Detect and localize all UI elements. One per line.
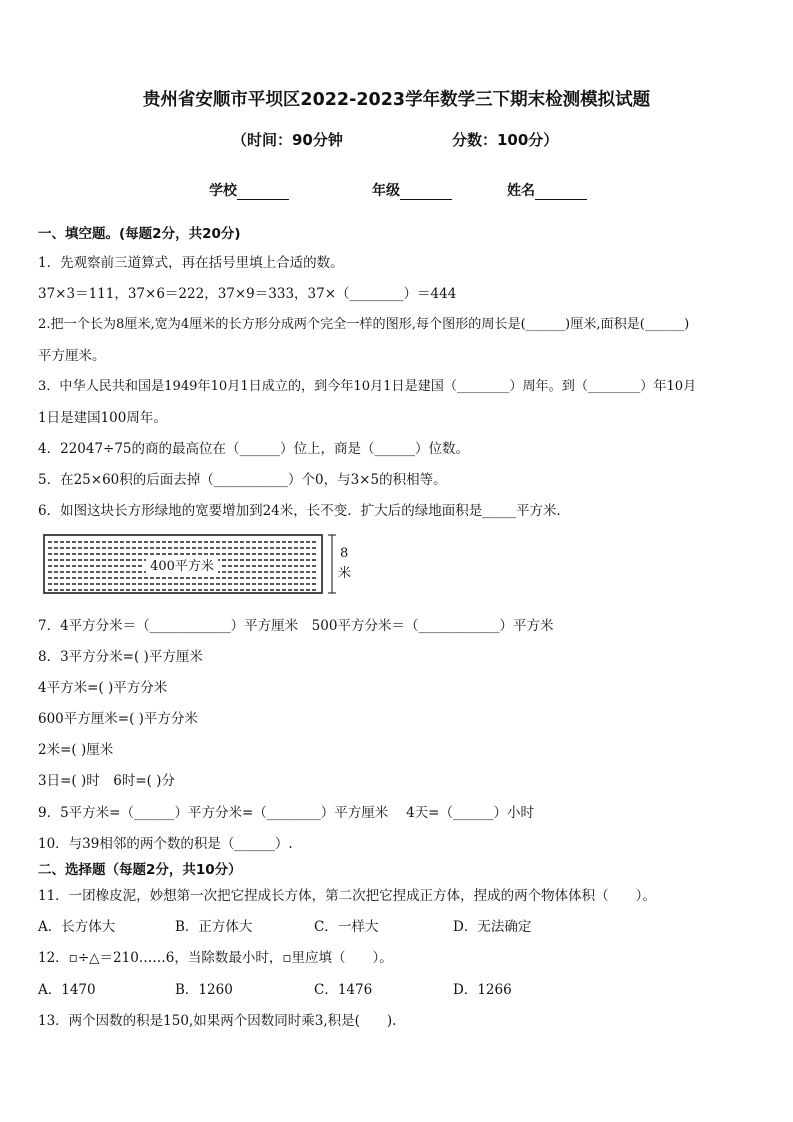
question-6-text: 6．如图这块长方形绿地的宽要增加到24米，长不变．扩大后的绿地面积是_____平方米． (38, 503, 571, 519)
question-5-text: 5．在25×60积的后面去掉（___________）个0，与3×5的积相等。 (38, 472, 447, 488)
question-2-continued: 平方厘米。 (38, 348, 106, 364)
question-12-option-a[interactable]: A．1470 (38, 982, 96, 998)
area-label: 400平方米 (150, 559, 214, 574)
section-1-heading: 一、填空题。(每题2分，共20分) (38, 226, 241, 242)
width-unit: 米 (338, 566, 352, 581)
question-12-option-c[interactable]: C．1476 (314, 982, 373, 998)
name-blank[interactable] (535, 185, 587, 200)
question-12-option-d[interactable]: D．1266 (453, 982, 512, 998)
question-8-line-2: 4平方米=( )平方分米 (38, 680, 168, 696)
section-2-heading: 二、选择题（每题2分，共10分） (38, 862, 242, 878)
width-number: 8 (340, 546, 349, 561)
exam-time: （时间：90分钟 (232, 131, 343, 149)
name-field (507, 180, 587, 200)
question-3-text: 3．中华人民共和国是1949年10月1日成立的，到今年10月1日是建国（________）周年。到（________）年10月 (38, 379, 697, 394)
question-10-text: 10．与39相邻的两个数的积是（______）. (38, 836, 293, 852)
name-label: 姓名 (507, 183, 535, 199)
question-2-text: 2.把一个长为8厘米,宽为4厘米的长方形分成两个完全一样的图形,每个图形的周长是(______)厘米,面积是(______) (38, 317, 690, 332)
question-1-text: 1．先观察前三道算式，再在括号里填上合适的数。 (38, 255, 344, 271)
page-title: 贵州省安顺市平坝区2022-2023学年数学三下期末检测模拟试题 (142, 90, 651, 110)
question-12-text: 12．▫÷△＝210……6，当除数最小时，▫里应填（ ）。 (38, 950, 393, 966)
question-8-text: 8．3平方分米=( )平方厘米 (38, 649, 203, 665)
question-7-text: 7．4平方分米＝（____________）平方厘米 500平方分米＝（____________）平方米 (38, 618, 554, 634)
question-11-option-a[interactable]: A．长方体大 (38, 919, 116, 935)
question-9-text: 9．5平方米=（______）平方分米=（________）平方厘米 4天=（______）小时 (38, 805, 534, 821)
school-blank[interactable] (237, 185, 289, 200)
question-8-line-5: 3日=( )时 6时=( )分 (38, 773, 175, 789)
question-11-text: 11．一团橡皮泥，妙想第一次把它捏成长方体，第二次把它捏成正方体，捏成的两个物体体积（ ）。 (38, 888, 656, 904)
question-1-equations: 37×3＝111，37×6＝222，37×9＝333，37×（________）＝444 (38, 286, 457, 302)
question-3-continued: 1日是建国100周年。 (38, 410, 167, 426)
grade-blank[interactable] (400, 185, 452, 200)
grade-label: 年级 (372, 183, 400, 199)
question-11-option-d[interactable]: D．无法确定 (453, 919, 532, 935)
school-label: 学校 (209, 183, 237, 199)
question-13-text: 13．两个因数的积是150,如果两个因数同时乘3,积是( ). (38, 1013, 397, 1029)
rectangle-diagram (42, 531, 354, 597)
exam-score: 分数：100分） (452, 131, 559, 149)
question-11-option-c[interactable]: C．一样大 (314, 919, 379, 935)
green-field-figure (42, 531, 354, 597)
school-field (209, 180, 289, 200)
question-4-text: 4．22047÷75的商的最高位在（______）位上，商是（______）位数。 (38, 441, 470, 457)
question-8-line-4: 2米=( )厘米 (38, 742, 114, 758)
grade-field (372, 180, 452, 200)
question-8-line-3: 600平方厘米=( )平方分米 (38, 711, 198, 727)
question-12-option-b[interactable]: B．1260 (175, 982, 233, 998)
question-11-option-b[interactable]: B．正方体大 (175, 919, 253, 935)
